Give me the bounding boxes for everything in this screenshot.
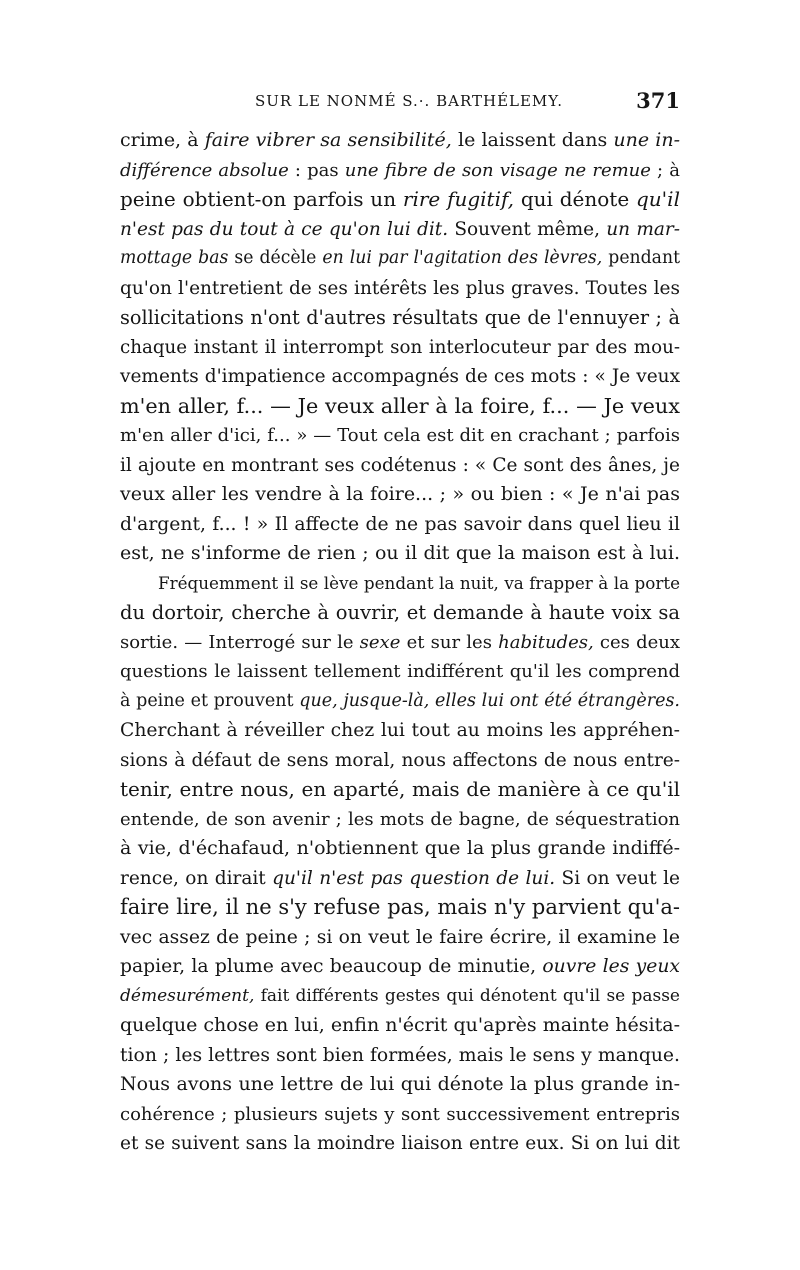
text-line [120,952,680,982]
text-segment: sions à défaut de sens moral, nous affectons de nous entre- [120,749,680,771]
text-segment: pendant [602,248,680,268]
text-segment: Souvent même, [448,218,607,240]
running-title: SUR LE NONMÉ S.·. BARTHÉLEMY. [255,92,564,110]
italic-segment: un mar- [606,218,680,240]
text-segment: Fréquemment il se lève pendant la nuit, va frapper à la porte [158,572,680,593]
text-segment: : pas [288,159,345,181]
text-segment: vec assez de peine ; si on veut le faire écrire, il examine le [120,926,680,948]
text-segment: se décèle [228,248,323,268]
text-line [120,215,680,245]
text-line [120,126,680,156]
text-line [120,1129,680,1159]
italic-segment: une fibre de son visage ne remue [344,159,651,181]
text-segment: ces deux [593,631,680,653]
text-segment: chaque instant il interrompt son interlocuteur par des mou- [120,336,680,358]
italic-segment: habitudes, [498,631,594,653]
text-line [120,303,680,333]
text-segment: ; à [650,159,680,181]
italic-segment: qu'il n'est pas question de lui. [272,867,556,889]
italic-segment: que, jusque-là, elles lui ont été étrangères. [299,690,680,711]
text-segment: tion ; les lettres sont bien formées, mais le sens y manque. [120,1044,680,1066]
text-line [120,1041,680,1071]
text-line [120,893,680,923]
text-line [120,746,680,776]
text-line [120,421,680,451]
text-line [120,539,680,569]
text-segment: rence, on dirait [120,867,273,889]
text-line [120,480,680,510]
running-head [120,88,680,118]
text-segment: papier, la plume avec beaucoup de minutie, [120,956,543,977]
italic-segment: n'est pas du tout à ce qu'on lui dit. [120,218,449,240]
text-line [120,274,680,304]
text-line [120,657,680,687]
text-line [120,628,680,658]
text-segment: veux aller les vendre à la foire... ; » ou bien : « Je n'ai pas [120,483,680,505]
body-text [120,126,680,1159]
text-segment: il ajoute en montrant ses codétenus : « Ce sont des ânes, je [120,454,680,476]
italic-segment: sexe [359,631,401,653]
text-segment: Cherchant à réveiller chez lui tout au moins les appréhen- [120,720,680,741]
text-line [120,185,680,215]
italic-segment: mottage bas [120,248,229,268]
text-segment: sortie. — Interrogé sur le [120,631,360,653]
text-segment: et sur les [400,631,499,653]
text-segment: du dortoir, cherche à ouvrir, et demande à haute voix sa [120,601,680,624]
italic-segment: différence absolue [120,159,289,181]
text-segment: sollicitations n'ont d'autres résultats que de l'ennuyer ; à [120,306,680,329]
text-segment: qu'on l'entretient de ses intérêts les plus graves. Toutes les [120,277,680,299]
text-segment: tenir, entre nous, en aparté, mais de manière à ce qu'il [120,777,680,801]
text-line [120,1070,680,1100]
italic-segment: faire vibrer sa sensibilité, [204,129,452,151]
text-line [120,333,680,363]
text-segment: cohérence ; plusieurs sujets y sont successivement entrepris [120,1103,680,1125]
text-line [120,1011,680,1041]
text-segment: faire lire, il ne s'y refuse pas, mais n'y parvient qu'a- [120,895,680,919]
text-line [120,510,680,540]
italic-segment: rire fugitif, [402,187,515,211]
text-line [120,362,680,392]
text-segment: vements d'impatience accompagnés de ces mots : « Je veux [120,366,680,387]
text-segment: à vie, d'échafaud, n'obtiennent que la plus grande indiffé- [120,837,680,859]
text-segment: Si on veut le [555,867,680,889]
text-line [120,805,680,835]
text-segment: d'argent, f... ! » Il affecte de ne pas savoir dans quel lieu il [120,513,680,535]
text-line [120,834,680,864]
text-line [120,864,680,894]
italic-segment: une in- [613,129,680,151]
text-line [120,244,680,274]
text-segment: questions le laissent tellement indifférent qu'il les comprend [120,661,680,682]
text-segment: qui dénote [514,187,636,211]
text-line [120,569,680,599]
text-line [120,1100,680,1130]
text-line [120,687,680,717]
italic-segment: qu'il [636,187,680,211]
text-segment: fait différents gestes qui dénotent qu'il se passe [254,985,680,1006]
italic-segment: ouvre les yeux [542,956,680,977]
text-segment: et se suivent sans la moindre liaison entre eux. Si on lui dit [120,1133,680,1154]
text-segment: crime, à [120,129,205,151]
text-line [120,982,680,1012]
text-line [120,598,680,628]
text-segment: le laissent dans [451,129,614,151]
text-segment: m'en aller d'ici, f... » — Tout cela est dit en crachant ; parfois [120,425,680,446]
text-line [120,775,680,805]
text-segment: entende, de son avenir ; les mots de bagne, de séquestration [120,808,680,830]
text-line [120,923,680,953]
text-line [120,156,680,186]
text-segment: quelque chose en lui, enfin n'écrit qu'après mainte hésita- [120,1014,680,1036]
text-segment: peine obtient-on parfois un [120,187,403,211]
italic-segment: en lui par l'agitation des lèvres, [322,248,603,268]
text-segment: est, ne s'informe de rien ; ou il dit que la maison est à lui. [120,542,680,564]
text-segment: Nous avons une lettre de lui qui dénote la plus grande in- [120,1073,680,1095]
italic-segment: démesurément, [120,985,255,1006]
text-segment: m'en aller, f... — Je veux aller à la foire, f... — Je veux [120,393,680,418]
text-line [120,392,680,422]
text-segment: à peine et prouvent [120,690,300,711]
text-line [120,451,680,481]
page-number: 371 [636,88,680,113]
text-line [120,716,680,746]
